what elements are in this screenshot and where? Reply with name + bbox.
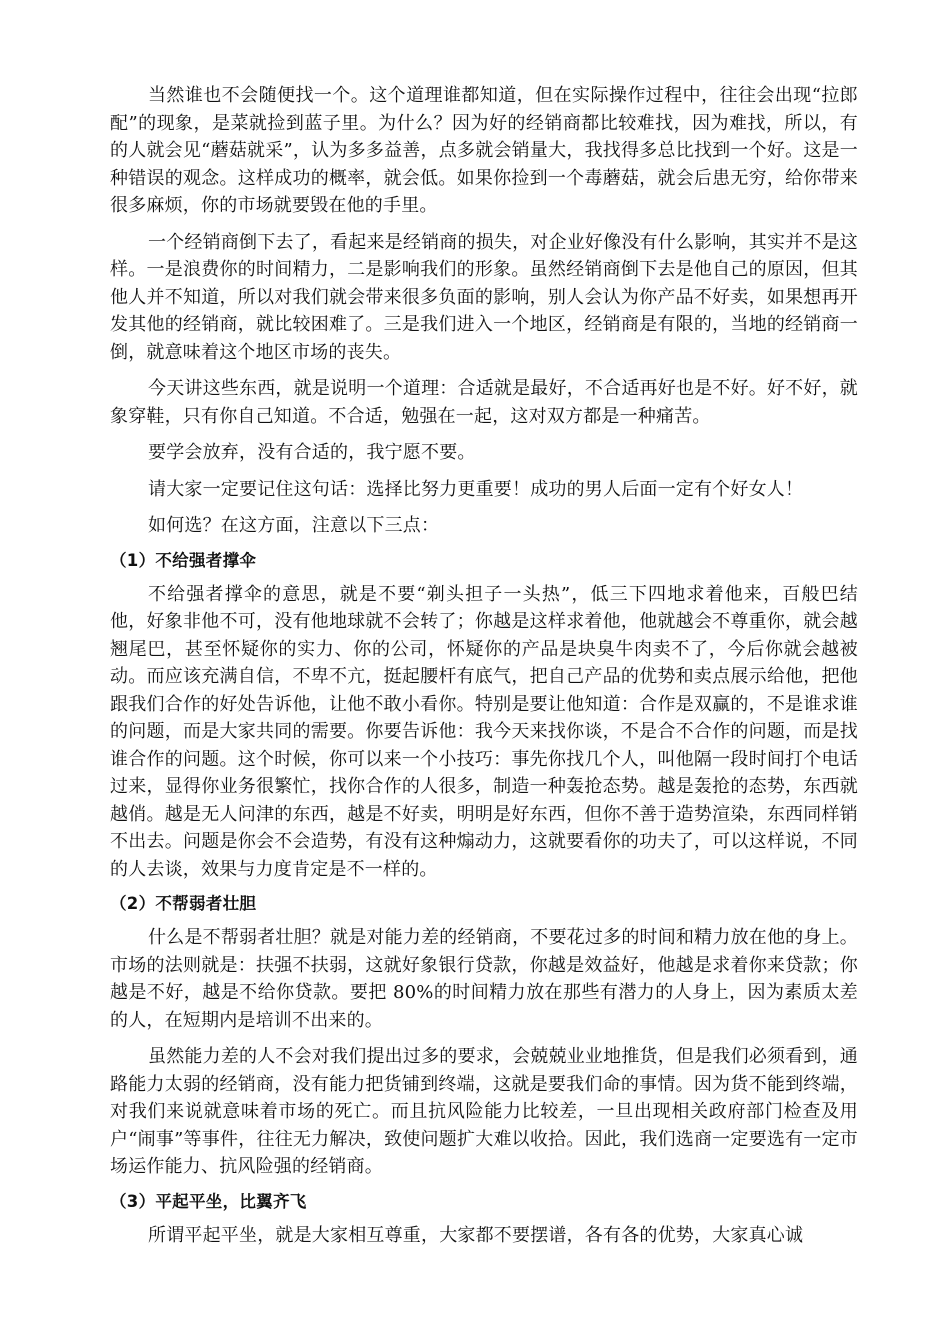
intro-paragraph-5: 请大家一定要记住这句话：选择比努力更重要！成功的男人后面一定有个好女人！ xyxy=(148,478,804,500)
section-2-paragraph-2: 虽然能力差的人不会对我们提出过多的要求，会兢兢业业地推货，但是我们必须看到，通路能力太弱的经销商，没有能力把货铺到终端，这就是要我们命的事情。因为货不能到终端，对我们来说就意味着市场的死亡。而且抗风险能力比较差，一旦出现相关政府部门检查及用户“闹事”等事件，往往无力解决，致使问题扩大难以收拾。因此，我们选商一定要选有一定市场运作能力、抗风险强的经销商。 xyxy=(110,1046,858,1177)
intro-paragraph-2: 一个经销商倒下去了，看起来是经销商的损失，对企业好像没有什么影响，其实并不是这样。一是浪费你的时间精力，二是影响我们的形象。虽然经销商倒下去是他自己的原因，但其他人并不知道，所以对我们就会带来很多负面的影响，别人会认为你产品不好卖，如果想再开发其他的经销商，就比较困难了。三是我们进入一个地区，经销商是有限的，当地的经销商一倒，就意味着这个地区市场的丧失。 xyxy=(110,231,858,363)
intro-paragraph-3: 今天讲这些东西，就是说明一个道理：合适就是最好，不合适再好也是不好。好不好，就象穿鞋，只有你自己知道。不合适，勉强在一起，这对双方都是一种痛苦。 xyxy=(110,378,858,427)
section-3-paragraph-1: 所谓平起平坐，就是大家相互尊重，大家都不要摆谱，各有各的优势，大家真心诚 xyxy=(148,1224,804,1246)
section-2-heading: （2）不帮弱者壮胆 xyxy=(110,894,257,913)
intro-paragraph-6: 如何选？在这方面，注意以下三点： xyxy=(148,515,440,536)
section-2-paragraph-1: 什么是不帮弱者壮胆？就是对能力差的经销商，不要花过多的时间和精力放在他的身上。市场的法则就是：扶强不扶弱，这就好象银行贷款，你越是效益好，他越是求着你来贷款；你越是不好，越是不给你贷款。要把 80%的时间精力放在那些有潜力的人身上，因为素质太差的人，在短期内是培训不出来的。 xyxy=(110,927,858,1031)
section-3-heading: （3）平起平坐，比翼齐飞 xyxy=(110,1191,307,1211)
section-1-paragraph-1: 不给强者撑伞的意思，就是不要“剃头担子一头热”，低三下四地求着他来，百般巴结他，好象非他不可，没有他地球就不会转了；你越是这样求着他，他就越会不尊重你，就会越翘尾巴，甚至怀疑你的实力、你的公司，怀疑你的产品是块臭牛肉卖不了，今后你就会越被动。而应该充满自信，不卑不亢，挺起腰杆有底气，把自己产品的优势和卖点展示给他，把他跟我们合作的好处告诉他，让他不敢小看你。特别是要让他知道：合作是双赢的，不是谁求谁的问题，而是大家共同的需要。你要告诉他：我今天来找你谈，不是合不合作的问题，而是找谁合作的问题。这个时候，你可以来一个小技巧：事先你找几个人，叫他隔一段时间打个电话过来，显得你业务很繁忙，找你合作的人很多，制造一种轰抢态势。越是轰抢的态势，东西就越俏。越是无人问津的东西，越是不好卖，明明是好东西，但你不善于造势渲染，东西同样销不出去。问题是你会不会造势，有没有这种煽动力，这就要看你的功夫了，可以这样说，不同的人去谈，效果与力度肯定是不一样的。 xyxy=(110,583,858,880)
intro-paragraph-4: 要学会放弃，没有合适的，我宁愿不要。 xyxy=(148,442,476,463)
section-1-heading: （1）不给强者撑伞 xyxy=(110,550,257,570)
intro-paragraph-1: 当然谁也不会随便找一个。这个道理谁都知道，但在实际操作过程中，往往会出现“拉郎配”的现象，是菜就捡到蓝子里。为什么？因为好的经销商都比较难找，因为难找，所以，有的人就会见“蘑菇就采”，认为多多益善，点多就会销量大，我找得多总比找到一个好。这是一种错误的观念。这样成功的概率，就会低。如果你捡到一个毒蘑菇，就会后患无穷，给你带来很多麻烦，你的市场就要毁在他的手里。 xyxy=(110,85,858,216)
